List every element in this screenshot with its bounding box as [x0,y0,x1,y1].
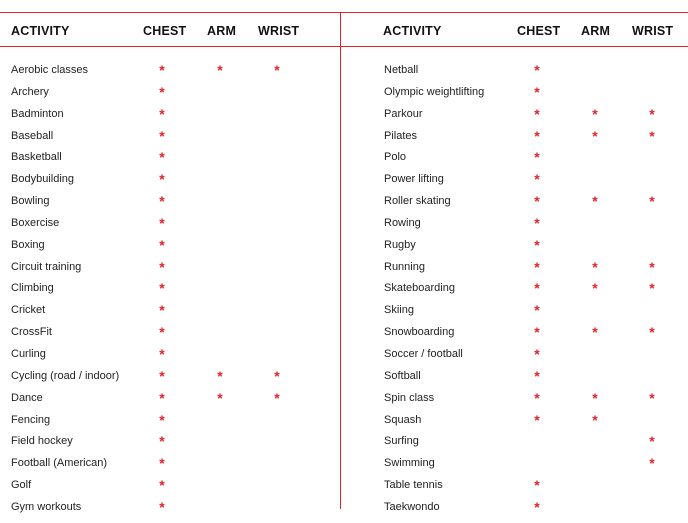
activity-name: Fencing [11,413,51,426]
chest-marker: * [159,214,165,231]
activity-name: Running [384,260,425,273]
table-row [0,83,340,108]
header-chest: CHEST [517,24,561,38]
arm-marker: * [592,324,598,341]
activity-name: Soccer / football [384,347,463,360]
chest-marker: * [159,477,165,494]
table-row [0,236,340,261]
chest-marker: * [534,149,540,166]
table-row [0,411,340,436]
activity-name: Roller skating [384,195,451,208]
table-row [0,326,340,348]
arm-marker: * [592,258,598,275]
activity-name: Taekwondo [384,500,440,513]
chest-marker: * [534,62,540,78]
right-table [340,13,688,515]
table-row [341,326,688,348]
wrist-marker: * [274,367,280,384]
table-row [341,411,688,436]
table-row [0,345,340,370]
header-activity: ACTIVITY [383,24,442,38]
table-row [0,64,340,86]
wrist-marker: * [649,389,655,406]
table-row [0,457,340,479]
table-row [341,83,688,108]
arm-marker: * [592,105,598,122]
activity-name: Bowling [11,195,50,208]
wrist-marker: * [649,258,655,275]
table-row [341,151,688,173]
activity-name: Softball [384,369,421,382]
chest-marker: * [159,345,165,362]
arm-marker: * [217,389,223,406]
activity-name: Squash [384,413,422,426]
activity-name: Skateboarding [384,282,455,295]
header-chest: CHEST [143,24,187,38]
table-row [341,173,688,195]
table-row [341,479,688,501]
activity-name: Polo [384,151,407,164]
chest-marker: * [534,83,540,100]
activity-name: Surfing [384,435,419,448]
table-row [0,498,340,523]
activity-name: Bodybuilding [11,173,74,186]
arm-marker: * [592,127,598,144]
table-row [0,479,340,501]
activity-name: Dance [11,391,43,404]
arm-marker: * [592,411,598,428]
chest-marker: * [159,105,165,122]
chest-marker: * [159,433,165,450]
chest-marker: * [159,236,165,253]
activity-name: Aerobic classes [11,64,89,76]
header-wrist: WRIST [632,24,674,38]
left-rows [0,64,340,523]
activity-name: Power lifting [384,173,444,186]
activity-name: Snowboarding [384,326,455,339]
chest-marker: * [159,127,165,144]
chest-marker: * [159,389,165,406]
activity-name: Swimming [384,457,435,470]
chest-marker: * [159,498,165,515]
activity-name: Climbing [11,282,54,295]
wrist-marker: * [274,389,280,406]
arm-marker: * [592,389,598,406]
table-row [341,282,688,304]
activity-name: Parkour [384,107,423,120]
activity-name: Basketball [11,151,62,164]
chest-marker: * [159,280,165,297]
table-row [341,105,688,130]
table-row [341,236,688,261]
table-row [341,498,688,523]
chest-marker: * [159,302,165,319]
table-row [341,195,688,217]
chest-marker: * [534,477,540,494]
chest-marker: * [534,324,540,341]
activity-name: Curling [11,347,46,360]
table-row [0,173,340,195]
activity-name: Cycling (road / indoor) [11,369,120,382]
chest-marker: * [159,367,165,384]
activity-name: Boxercise [11,216,60,229]
table-row [0,435,340,457]
table-row [341,367,688,392]
header-activity: ACTIVITY [11,24,70,38]
activity-name: Olympic weightlifting [384,85,485,98]
table-row [341,389,688,414]
arm-marker: * [217,62,223,78]
wrist-marker: * [649,105,655,122]
wrist-marker: * [274,62,280,78]
chest-marker: * [159,193,165,210]
chest-marker: * [534,302,540,319]
chest-marker: * [534,127,540,144]
activity-name: Archery [11,85,49,98]
activity-name: Rugby [384,238,416,251]
chest-marker: * [159,258,165,275]
table-row [341,345,688,370]
table-row [0,389,340,414]
chest-marker: * [534,411,540,428]
left-table [0,13,340,515]
table-row [0,151,340,173]
table-row [0,282,340,304]
activity-name: Golf [11,479,32,492]
table-row [0,105,340,130]
activity-name: Pilates [384,129,418,142]
activity-name: Gym workouts [11,500,82,513]
chest-marker: * [534,171,540,188]
activity-name: Football (American) [11,457,107,470]
chest-marker: * [159,411,165,428]
wrist-marker: * [649,127,655,144]
chest-marker: * [159,83,165,100]
table-row [341,214,688,239]
right-header-row [341,13,688,47]
chest-marker: * [534,367,540,384]
activity-name: Skiing [384,304,414,317]
chest-marker: * [534,214,540,231]
table-row [0,214,340,239]
table-row [0,258,340,283]
arm-marker: * [592,280,598,297]
activity-name: Table tennis [384,479,443,492]
arm-marker: * [592,193,598,210]
activity-name: Badminton [11,107,64,120]
table-row [0,195,340,217]
activity-name: Netball [384,64,419,76]
chest-marker: * [159,171,165,188]
activity-name: CrossFit [11,326,52,339]
table-row [341,304,688,326]
activity-name: Spin class [384,391,435,404]
table-row [0,367,340,392]
chest-marker: * [159,455,165,472]
table-row [341,457,688,479]
chest-marker: * [534,258,540,275]
chest-marker: * [534,498,540,515]
activity-name: Field hockey [11,435,73,448]
chest-marker: * [534,280,540,297]
activity-name: Cricket [11,304,46,317]
wrist-marker: * [649,193,655,210]
chest-marker: * [159,149,165,166]
chest-marker: * [159,62,165,78]
chest-marker: * [534,236,540,253]
left-header-row [0,13,340,47]
header-arm: ARM [581,24,611,38]
right-rows [341,64,688,523]
arm-marker: * [217,367,223,384]
activity-name: Baseball [11,129,54,142]
activity-name: Rowing [384,216,421,229]
header-arm: ARM [207,24,237,38]
chest-marker: * [534,389,540,406]
table-row [341,258,688,283]
wrist-marker: * [649,324,655,341]
table-row [0,304,340,326]
table-row [341,64,688,86]
table-row [341,127,688,152]
activity-name: Circuit training [11,260,82,273]
activity-name: Boxing [11,238,45,251]
chest-marker: * [534,193,540,210]
chest-marker: * [534,105,540,122]
wrist-marker: * [649,280,655,297]
chest-marker: * [159,324,165,341]
wrist-marker: * [649,433,655,450]
header-wrist: WRIST [258,24,300,38]
chest-marker: * [534,345,540,362]
table-row [341,435,688,457]
table-row [0,127,340,152]
wrist-marker: * [649,455,655,472]
